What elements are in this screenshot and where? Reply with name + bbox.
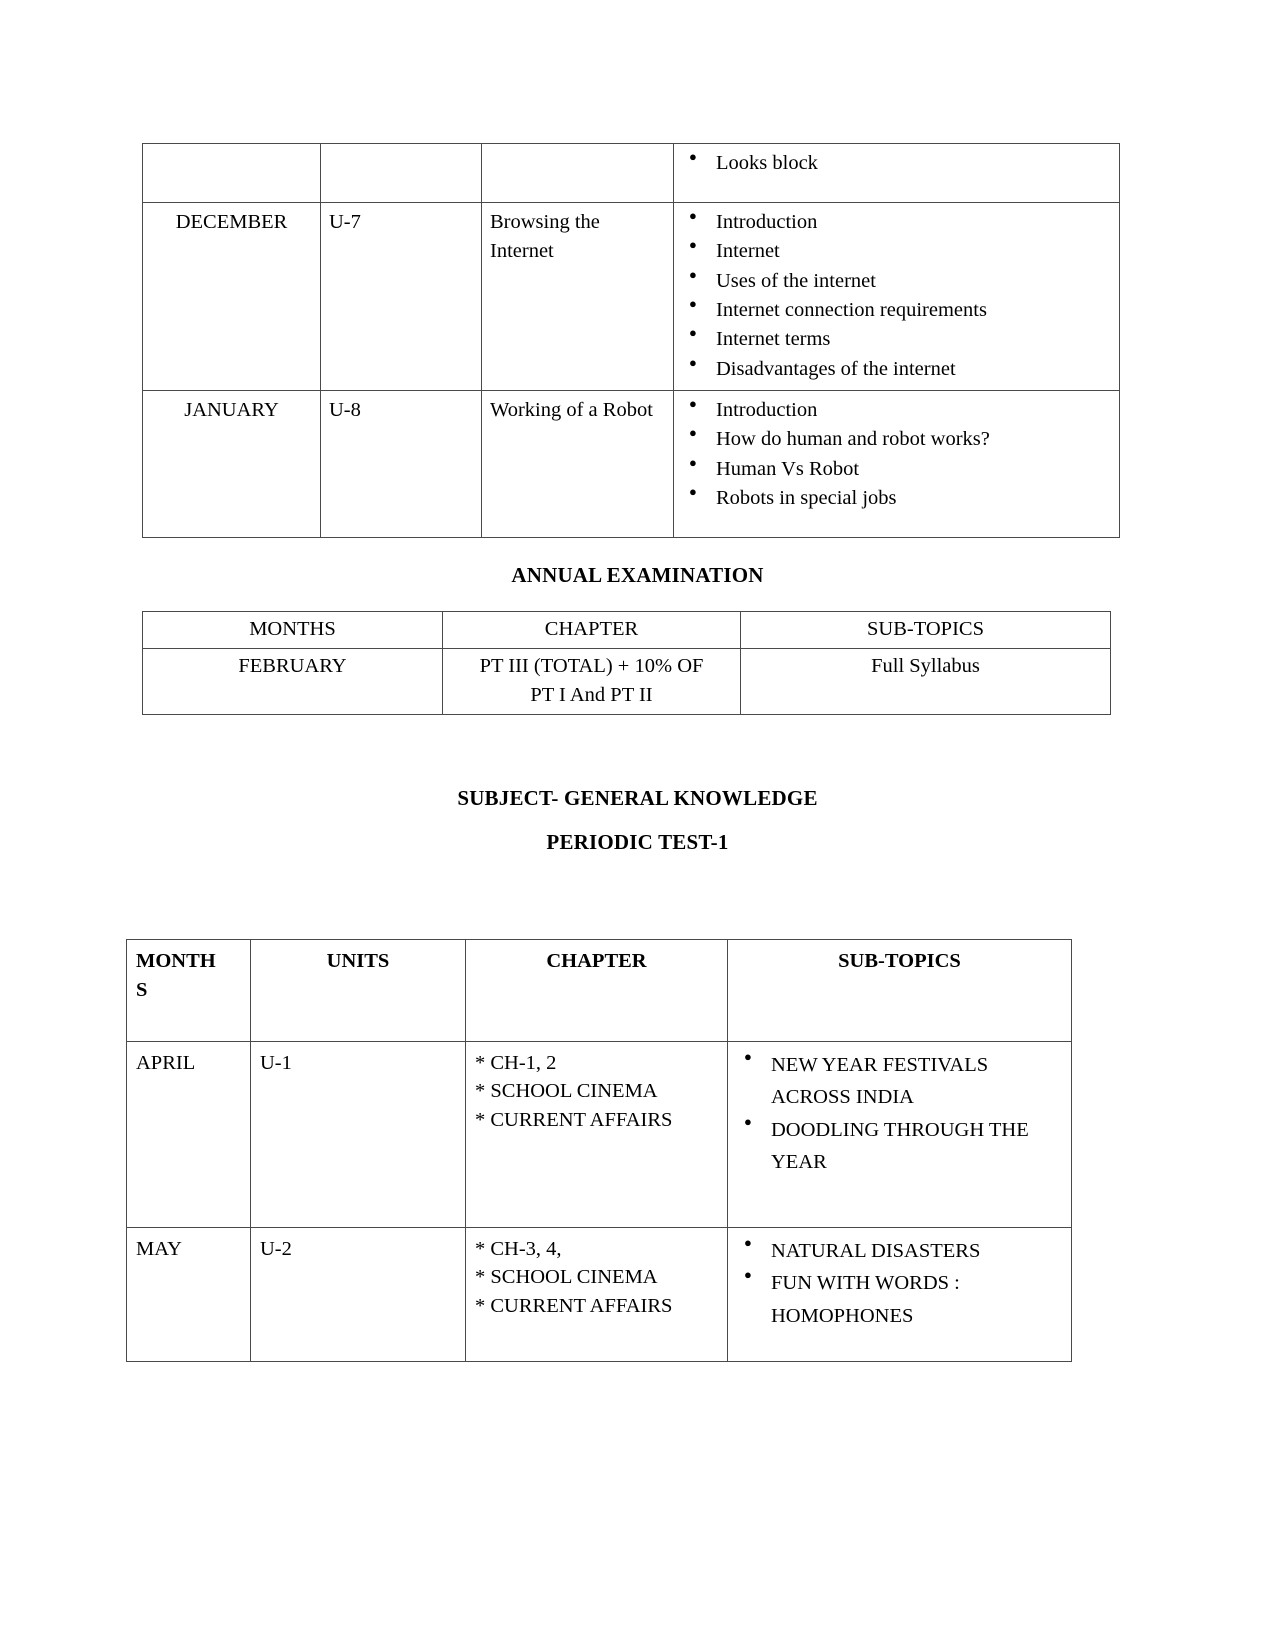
- chapter-line-1: PT III (TOTAL) + 10% OF: [479, 655, 704, 678]
- list-item: ● Looks block: [716, 149, 1111, 178]
- cell-unit: U-8: [321, 390, 482, 537]
- cell-month: FEBRUARY: [143, 649, 443, 715]
- cell-subtopics: [674, 390, 1120, 537]
- column-header-units: UNITS: [251, 940, 466, 1042]
- gk-syllabus-table: [126, 939, 1072, 1362]
- annual-examination-heading: ANNUAL EXAMINATION: [511, 563, 764, 587]
- cell-chapter: [466, 1042, 728, 1228]
- cell-subtopics: [728, 1228, 1072, 1362]
- subject-heading: SUBJECT- GENERAL KNOWLEDGE: [457, 786, 818, 810]
- annual-examination-table: [142, 611, 1111, 715]
- cell-unit: U-1: [251, 1042, 466, 1228]
- list-item: ● Uses of the internet: [716, 267, 1111, 296]
- list-item: * SCHOOL CINEMA: [475, 1080, 658, 1103]
- list-item: ● Human Vs Robot: [716, 455, 1111, 484]
- list-item: * CURRENT AFFAIRS: [475, 1294, 673, 1317]
- table-row: [143, 203, 1120, 391]
- cell-month: APRIL: [127, 1042, 251, 1228]
- list-item: ● Internet terms: [716, 325, 1111, 354]
- cell-chapter: Browsing the Internet: [482, 203, 674, 391]
- cell-subtopics: [674, 144, 1120, 203]
- column-header-chapter: CHAPTER: [466, 940, 728, 1042]
- annual-examination-table-wrapper: [142, 611, 1110, 715]
- periodic-test-heading: PERIODIC TEST-1: [546, 830, 729, 854]
- table-header-row: [143, 612, 1111, 649]
- cell-unit: U-7: [321, 203, 482, 391]
- months-header-line-1: MONTH: [136, 950, 216, 972]
- cell-month: MAY: [127, 1228, 251, 1362]
- computer-syllabus-table-wrapper: [142, 143, 1119, 538]
- list-item: ● How do human and robot works?: [716, 425, 1111, 454]
- list-item: ● FUN WITH WORDS : HOMOPHONES: [771, 1267, 1062, 1332]
- list-item: ● NEW YEAR FESTIVALS ACROSS INDIA: [771, 1049, 1062, 1114]
- chapter-line-2: PT I And PT II: [530, 684, 653, 707]
- table-row: [143, 649, 1111, 715]
- subtopic-list: [737, 1235, 1062, 1332]
- table-row: [143, 144, 1120, 203]
- list-item: ● Introduction: [716, 396, 1111, 425]
- cell-chapter: [466, 1228, 728, 1362]
- table-row: [127, 1042, 1072, 1228]
- cell-subtopics: Full Syllabus: [741, 649, 1111, 715]
- subtopic-list: [682, 208, 1111, 384]
- cell-chapter: [443, 649, 741, 715]
- list-item: * CH-1, 2: [475, 1052, 557, 1074]
- chapter-list: [475, 1049, 718, 1134]
- list-item: * CURRENT AFFAIRS: [475, 1108, 673, 1131]
- list-item: * SCHOOL CINEMA: [475, 1266, 658, 1289]
- column-header-months: [127, 940, 251, 1042]
- cell-unit: U-2: [251, 1228, 466, 1362]
- list-item: ● Introduction: [716, 208, 1111, 237]
- subtopic-list: [682, 396, 1111, 513]
- list-item: ● Robots in special jobs: [716, 484, 1111, 513]
- column-header-subtopics: SUB-TOPICS: [728, 940, 1072, 1042]
- cell-chapter: Working of a Robot: [482, 390, 674, 537]
- cell-chapter: [482, 144, 674, 203]
- list-item: ● NATURAL DISASTERS: [771, 1235, 1062, 1267]
- cell-month: JANUARY: [143, 390, 321, 537]
- column-header-chapter: CHAPTER: [443, 612, 741, 649]
- months-header-line-2: S: [136, 979, 148, 1002]
- cell-subtopics: [728, 1042, 1072, 1228]
- column-header-months: MONTHS: [143, 612, 443, 649]
- table-row: [127, 1228, 1072, 1362]
- list-item: ● Internet connection requirements: [716, 296, 1111, 325]
- table-header-row: [127, 940, 1072, 1042]
- list-item: ● DOODLING THROUGH THE YEAR: [771, 1114, 1062, 1179]
- subtopic-list: [682, 149, 1111, 178]
- cell-subtopics: [674, 203, 1120, 391]
- cell-unit: [321, 144, 482, 203]
- list-item: ● Internet: [716, 237, 1111, 266]
- computer-syllabus-table: [142, 143, 1120, 538]
- cell-month: DECEMBER: [143, 203, 321, 391]
- list-item: ● Disadvantages of the internet: [716, 355, 1111, 384]
- gk-syllabus-table-wrapper: [126, 939, 1071, 1362]
- subtopic-list: [737, 1049, 1062, 1179]
- list-item: * CH-3, 4,: [475, 1238, 562, 1260]
- column-header-subtopics: SUB-TOPICS: [741, 612, 1111, 649]
- chapter-list: [475, 1235, 718, 1320]
- table-row: [143, 390, 1120, 537]
- cell-month: [143, 144, 321, 203]
